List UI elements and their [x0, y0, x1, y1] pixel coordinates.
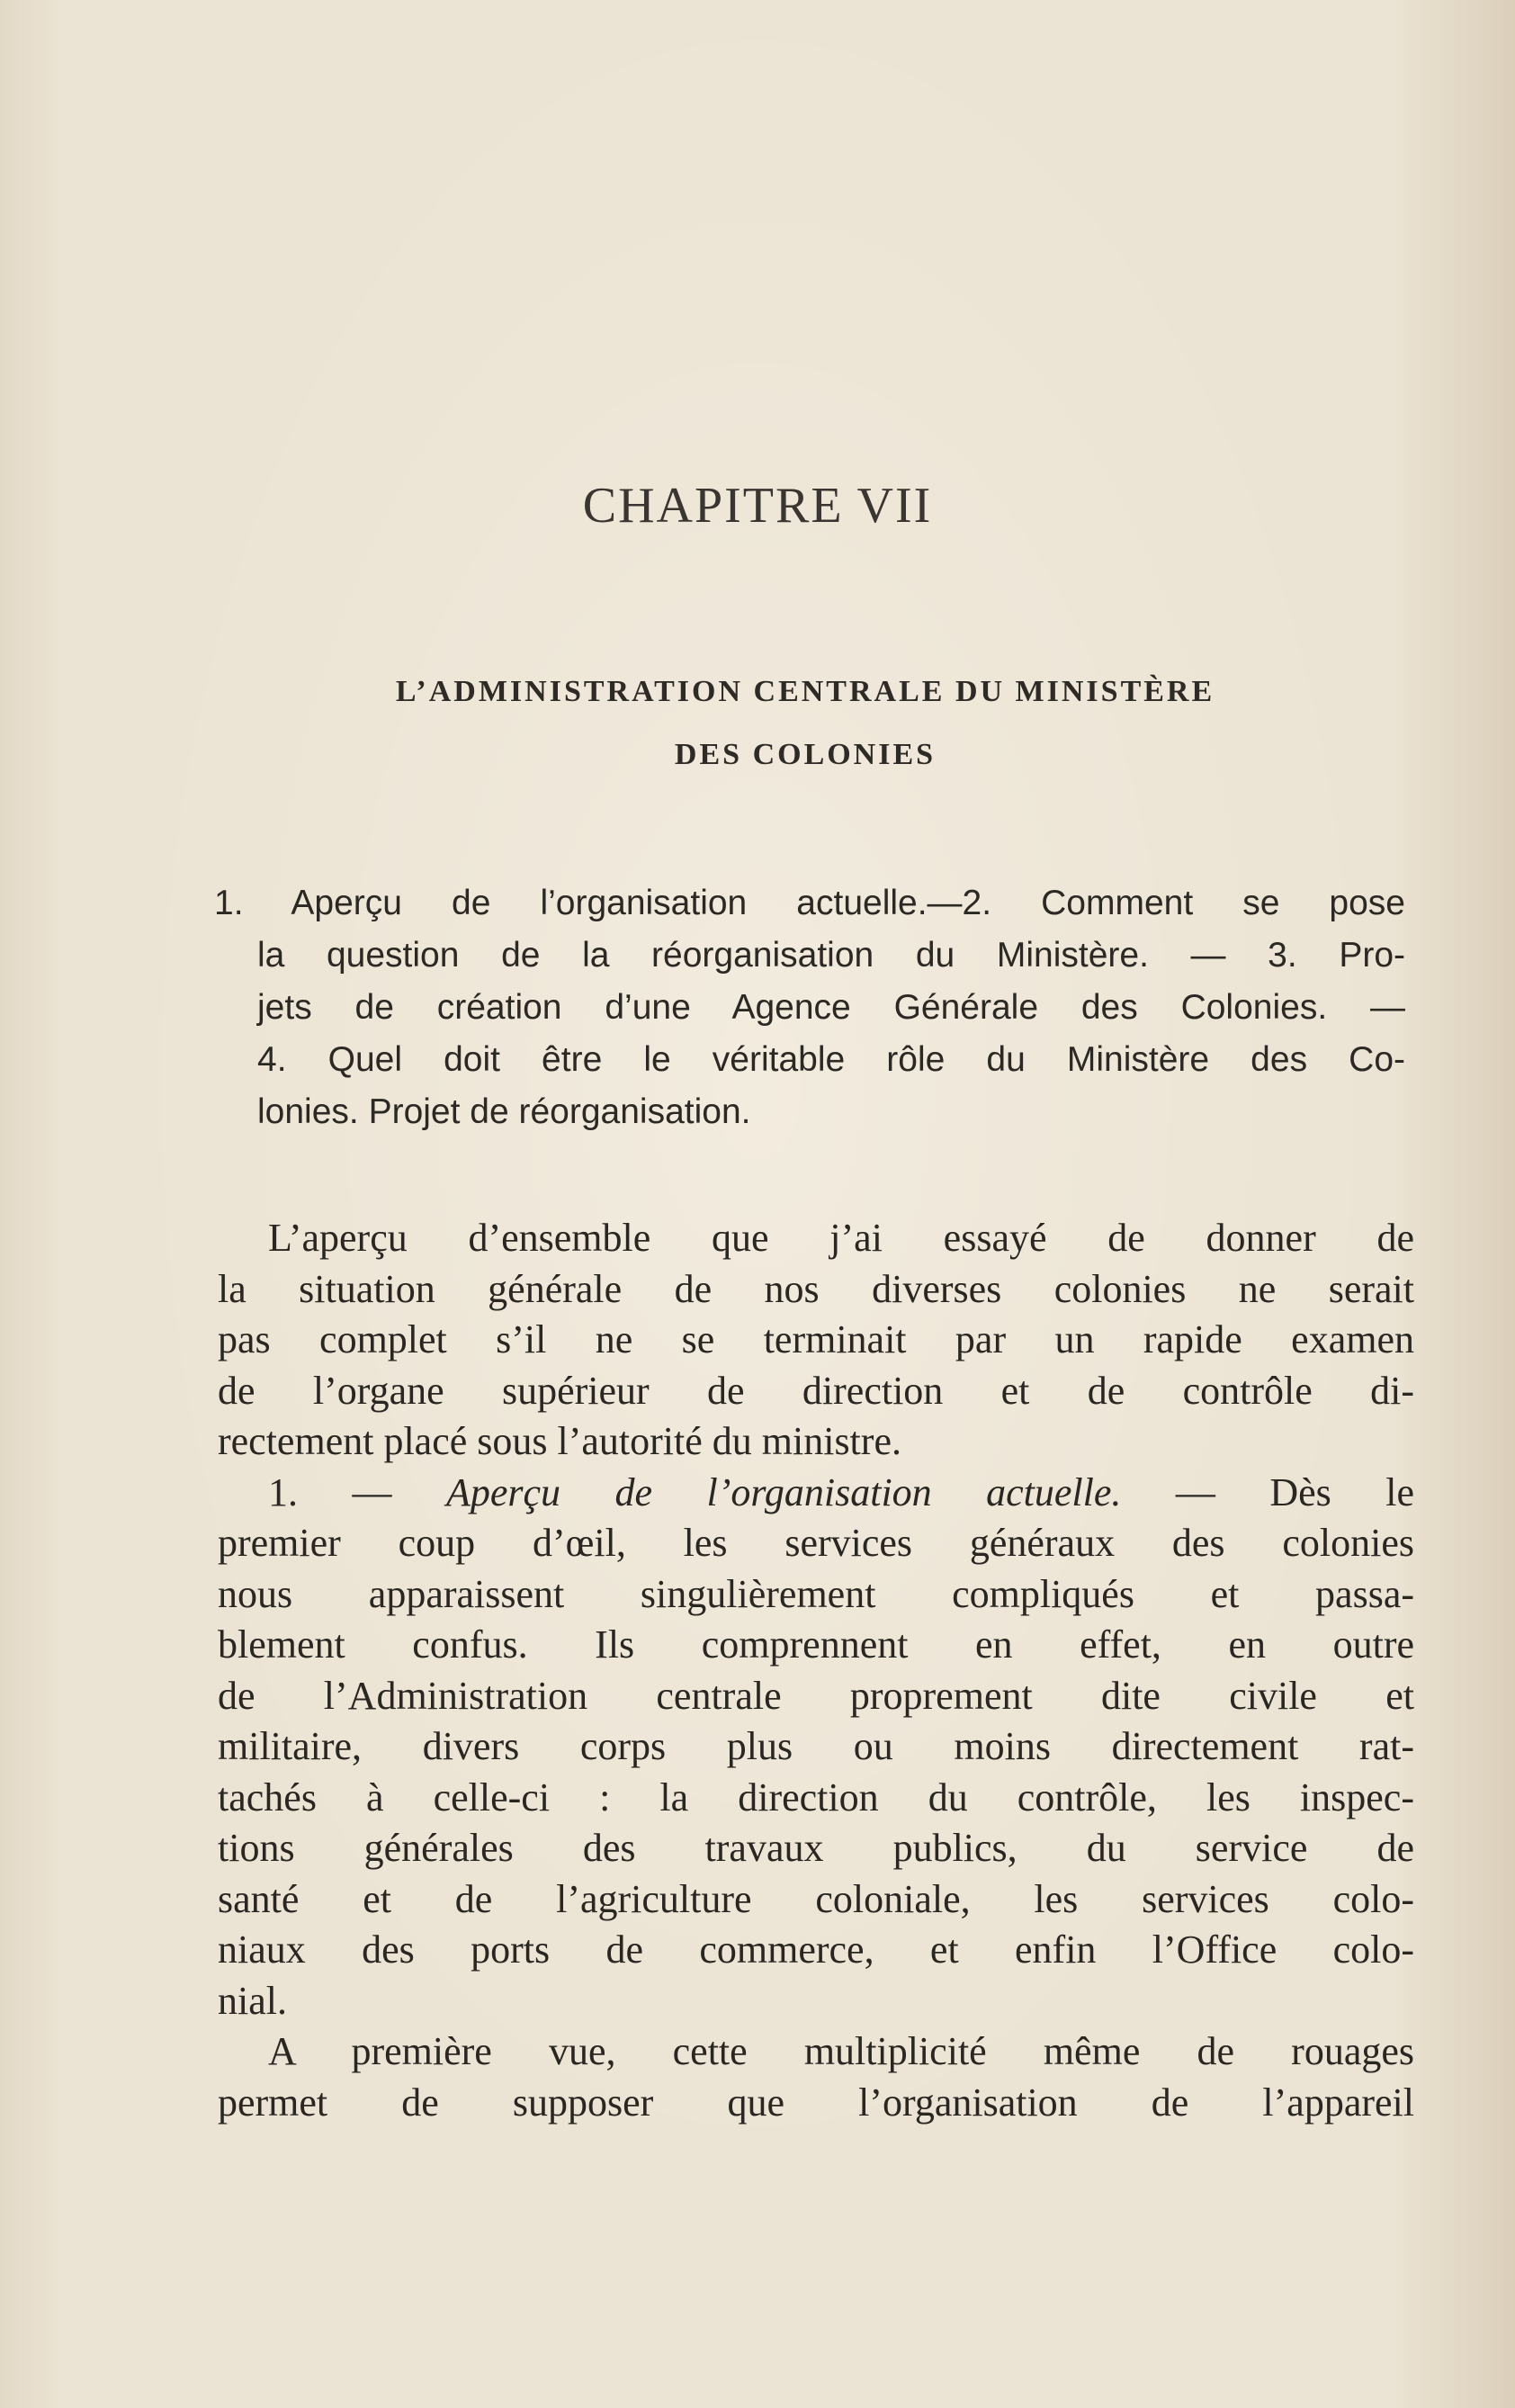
body-line: niaux des ports de commerce, et enfin l’Office colo- — [218, 1927, 1414, 1972]
summary-line: jets de création d’une Agence Générale des Colonies. — — [257, 988, 1405, 1027]
chapter-subtitle-line-1: L’ADMINISTRATION CENTRALE DU MINISTÈRE — [395, 675, 1215, 708]
summary-line: 1. Aperçu de l’organisation actuelle.—2. Comment se pose — [214, 884, 1405, 922]
body-line: la situation générale de nos diverses colonies ne serait — [218, 1266, 1414, 1311]
body-line: permet de supposer que l’organisation de l’appareil — [218, 2080, 1414, 2125]
body-line: nous apparaissent singulièrement compliqués et passa- — [218, 1571, 1414, 1616]
body-text — [218, 1213, 1414, 2128]
body-line: tions générales des travaux publics, du service de — [218, 1826, 1414, 1870]
body-line: de l’Administration centrale proprement dite civile et — [218, 1673, 1414, 1718]
body-line: blement confus. Ils comprennent en effet, en outre — [218, 1622, 1414, 1667]
body-line: rectement placé sous l’autorité du ministre. — [218, 1419, 901, 1463]
chapter-title: CHAPITRE VII — [582, 478, 933, 534]
body-line: santé et de l’agriculture coloniale, les services colo- — [218, 1876, 1414, 1921]
section-heading-line — [218, 1468, 1414, 1519]
section-heading-continuation: — Dès le — [1175, 1469, 1415, 1514]
section-number: 1. — — [268, 1469, 392, 1514]
summary-line: lonies. Projet de réorganisation. — [257, 1092, 751, 1131]
body-line: pas complet s’il ne se terminait par un rapide examen — [218, 1317, 1414, 1361]
body-line: premier coup d’œil, les services généraux des colonies — [218, 1521, 1414, 1565]
body-line: de l’organe supérieur de direction et de contrôle di- — [218, 1368, 1414, 1413]
summary-line: 4. Quel doit être le véritable rôle du Ministère des Co- — [257, 1040, 1405, 1079]
chapter-summary — [214, 877, 1405, 1138]
body-line: nial. — [218, 1978, 287, 2023]
section-heading: Aperçu de l’organisation actuelle. — [445, 1469, 1122, 1514]
summary-line: la question de la réorganisation du Ministère. — 3. Pro- — [257, 936, 1405, 975]
body-line: tachés à celle-ci : la direction du contrôle, les inspec- — [218, 1775, 1414, 1819]
chapter-subtitle-line-2: DES COLONIES — [674, 738, 937, 771]
body-line: A première vue, cette multiplicité même de rouages — [268, 2029, 1414, 2073]
body-line: militaire, divers corps plus ou moins directement rat- — [218, 1724, 1414, 1768]
body-line: L’aperçu d’ensemble que j’ai essayé de donner de — [268, 1216, 1414, 1260]
